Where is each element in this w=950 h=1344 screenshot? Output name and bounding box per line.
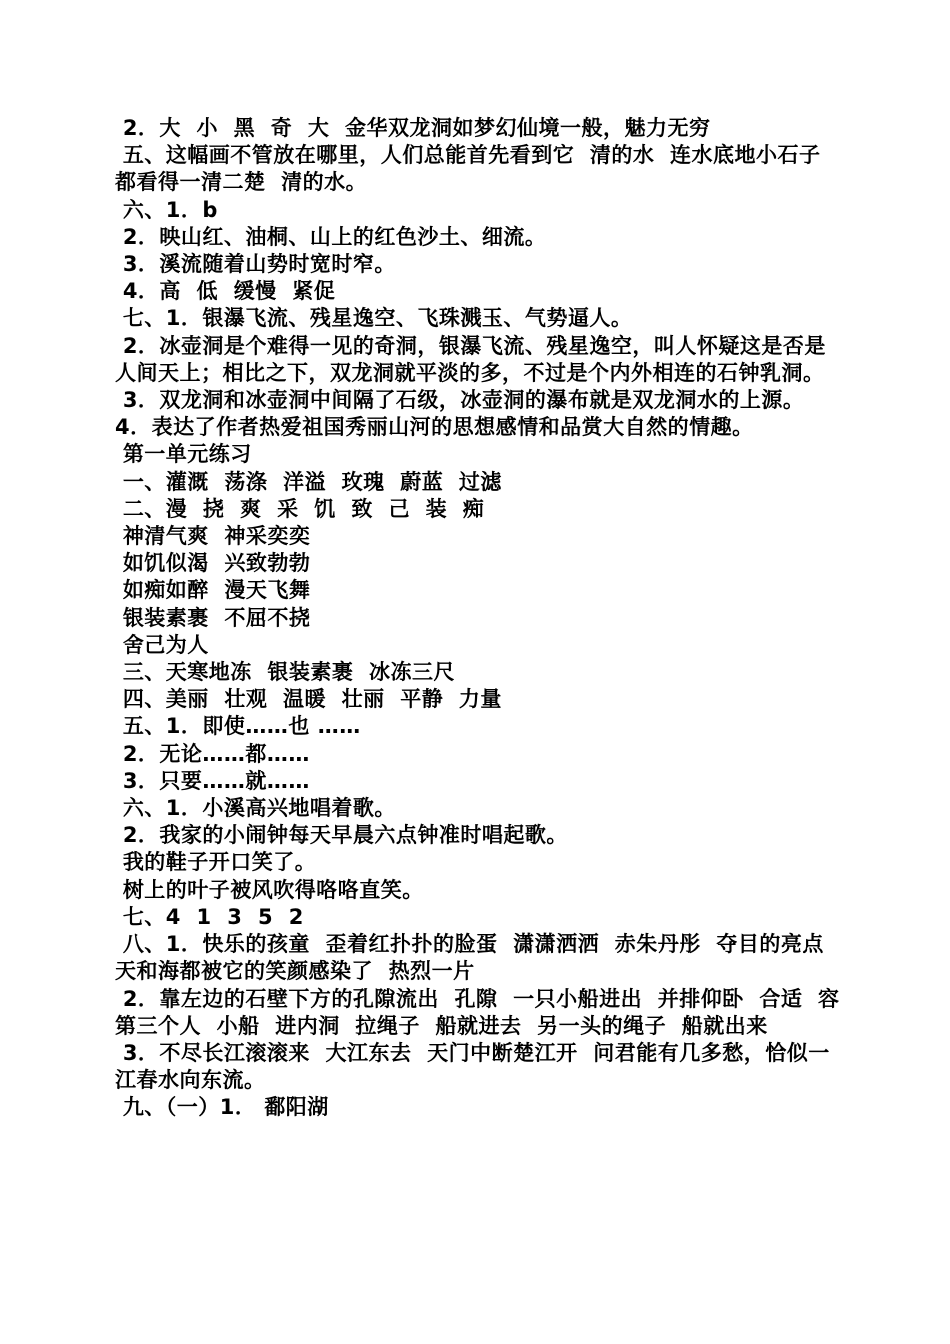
text-line: 3．只要……就……: [115, 768, 310, 793]
text-line: 我的鞋子开口笑了。: [115, 850, 317, 875]
document-page: [115, 115, 840, 1122]
text-line: 3．溪流随着山势时宽时窄。: [115, 252, 396, 277]
text-line: 4．高 低 缓慢 紧促: [115, 279, 336, 304]
text-line: 三、天寒地冻 银装素裹 冰冻三尺: [115, 660, 456, 685]
text-line: 2．大 小 黑 奇 大 金华双龙洞如梦幻仙境一般，魅力无穷: [115, 116, 711, 140]
text-line: 2．冰壶洞是个难得一见的奇洞，银瀑飞流、残星逸空，叫人怀疑这是否是人间天上；相比之下，双龙洞就平淡的多，不过是个内外相连的石钟乳洞。: [115, 333, 826, 385]
text-line: 六、1．b: [115, 197, 218, 222]
text-line: 2．我家的小闹钟每天早晨六点钟准时唱起歌。: [115, 823, 568, 848]
text-line: 如饥似渴 兴致勃勃: [115, 551, 311, 576]
text-line: 八、1．快乐的孩童 歪着红扑扑的脸蛋 潇潇洒洒 赤朱丹彤 夺目的亮点 天和海都被它的笑颜感染了 热烈一片: [115, 932, 840, 984]
text-line: 九、（一）1． 鄱阳湖: [115, 1095, 329, 1120]
text-line: 舍己为人: [115, 632, 209, 657]
text-line: 四、美丽 壮观 温暖 壮丽 平静 力量: [115, 687, 502, 712]
text-line: 3．双龙洞和冰壶洞中间隔了石级，冰壶洞的瀑布就是双龙洞水的上源。: [115, 388, 805, 413]
text-line: 二、漫 挠 爽 采 饥 致 己 装 痴: [115, 496, 485, 521]
text-line: 如痴如醉 漫天飞舞: [115, 578, 311, 603]
text-line: 4．表达了作者热爱祖国秀丽山河的思想感情和品赏大自然的情趣。: [115, 415, 754, 440]
text-line: 五、1．即使……也 ……: [115, 714, 361, 739]
text-line: 七、1．银瀑飞流、残星逸空、飞珠溅玉、气势逼人。: [115, 306, 633, 331]
text-line: 一、灌溉 荡涤 洋溢 玫瑰 蔚蓝 过滤: [115, 469, 502, 494]
text-line: 树上的叶子被风吹得咯咯直笑。: [115, 877, 424, 902]
text-line: 2．无论……都……: [115, 741, 310, 766]
text-line: 六、1．小溪高兴地唱着歌。: [115, 796, 396, 821]
text-line: 银装素裹 不屈不挠: [115, 605, 311, 630]
section-heading: 第一单元练习: [115, 442, 252, 467]
text-line: 2．映山红、油桐、山上的红色沙土、细流。: [115, 224, 547, 249]
text-line: 3．不尽长江滚滚来 大江东去 天门中断楚江开 问君能有几多愁，恰似一江春水向东流。: [115, 1040, 830, 1093]
text-line: 五、这幅画不管放在哪里，人们总能首先看到它 清的水 连水底地小石子都看得一清二楚 清的水。: [115, 143, 821, 195]
text-line: 神清气爽 神采奕奕: [115, 524, 311, 549]
text-line: 2．靠左边的石壁下方的孔隙流出 孔隙 一只小船进出 并排仰卧 合适 容第三个人 小船 进内洞 拉绳子 船就进去 另一头的绳子 船就出来: [115, 986, 840, 1038]
text-line: 七、4 1 3 5 2: [115, 904, 304, 929]
